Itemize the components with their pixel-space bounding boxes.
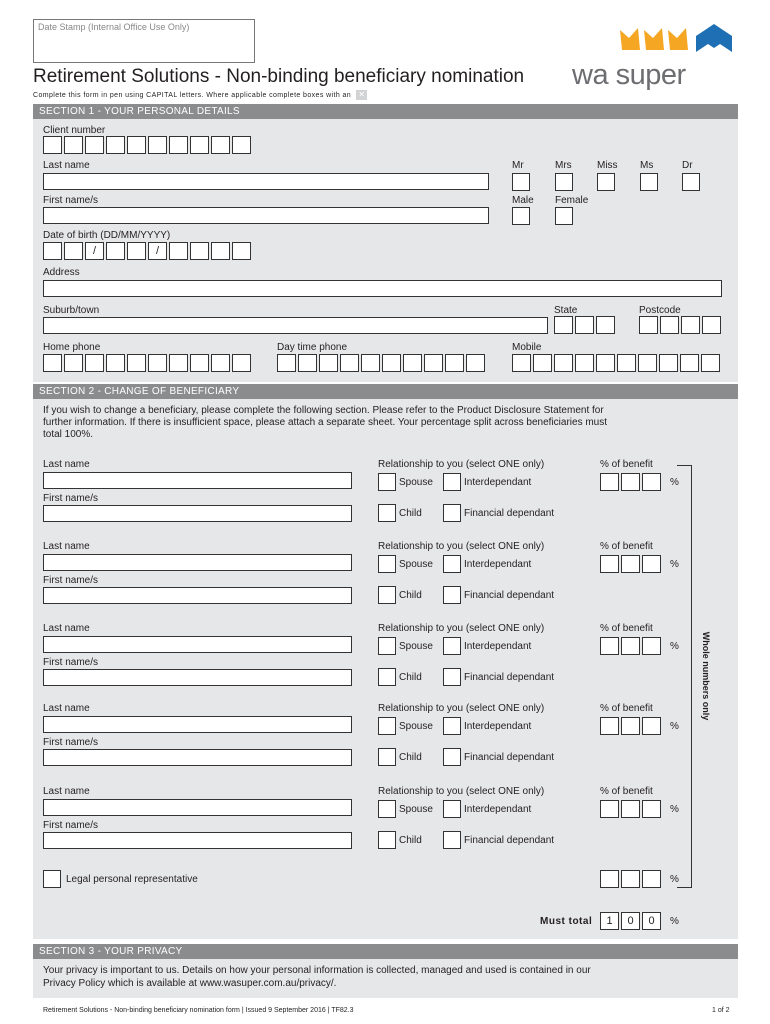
financial-dependant-checkbox[interactable]: [443, 668, 461, 686]
phone-cell[interactable]: [340, 354, 359, 372]
percent-sign: %: [670, 559, 679, 570]
percent-benefit-label: % of benefit: [600, 541, 653, 552]
day-cell[interactable]: [43, 242, 62, 260]
legal-rep-percent-sign: %: [670, 874, 679, 885]
phone-cell[interactable]: [43, 354, 62, 372]
wa-super-logo-icon: [620, 24, 736, 56]
child-checkbox[interactable]: [378, 504, 396, 522]
privacy-text-2: Privacy Policy which is available at www.wasuper.com.au/privacy/.: [43, 978, 337, 989]
percent-digit-cell[interactable]: [642, 637, 661, 655]
state-cell[interactable]: [575, 316, 594, 334]
must-total-percent-sign: %: [670, 916, 679, 927]
percent-cells[interactable]: [600, 637, 663, 655]
spouse-checkbox[interactable]: [378, 473, 396, 491]
section2-intro-3: total 100%.: [43, 429, 94, 440]
female-checkbox[interactable]: [555, 207, 573, 225]
section3-header: SECTION 3 - YOUR PRIVACY: [33, 944, 738, 959]
phone-cell[interactable]: [277, 354, 296, 372]
financial-dependant-checkbox[interactable]: [443, 586, 461, 604]
phone-cell[interactable]: [190, 354, 209, 372]
percent-benefit-label: % of benefit: [600, 459, 653, 470]
beneficiary-first-names-label: First name/s: [43, 657, 99, 668]
first-names-label: First name/s: [43, 195, 99, 206]
whole-numbers-note: Whole numbers only: [701, 631, 711, 721]
male-label: Male: [512, 195, 534, 206]
percent-cells[interactable]: [600, 717, 663, 735]
percent-benefit-label: % of benefit: [600, 703, 653, 714]
phone-cell[interactable]: [512, 354, 531, 372]
financial-dependant-label: Financial dependant: [464, 508, 555, 519]
spouse-checkbox[interactable]: [378, 555, 396, 573]
phone-cell[interactable]: [298, 354, 317, 372]
day-phone-cells[interactable]: [277, 354, 487, 372]
digit-cell[interactable]: [106, 136, 125, 154]
address-label: Address: [43, 267, 80, 278]
date-separator: /: [148, 242, 167, 260]
postcode-cell[interactable]: [702, 316, 721, 334]
year-cell[interactable]: [211, 242, 230, 260]
year-cell[interactable]: [169, 242, 188, 260]
beneficiary-last-name-field[interactable]: [43, 554, 352, 571]
beneficiary-last-name-label: Last name: [43, 786, 90, 797]
date-stamp-box: [33, 19, 255, 63]
title-mr-label: Mr: [512, 160, 524, 171]
financial-dependant-checkbox[interactable]: [443, 831, 461, 849]
child-label: Child: [399, 508, 422, 519]
page-subtitle: [33, 90, 367, 101]
home-phone-label: Home phone: [43, 342, 101, 353]
postcode-cell[interactable]: [660, 316, 679, 334]
digit-cell[interactable]: [211, 136, 230, 154]
percent-digit-cell[interactable]: [600, 637, 619, 655]
spouse-label: Spouse: [399, 477, 433, 488]
phone-cell[interactable]: [424, 354, 443, 372]
phone-cell[interactable]: [148, 354, 167, 372]
beneficiary-last-name-field[interactable]: [43, 472, 352, 489]
child-label: Child: [399, 590, 422, 601]
day-phone-label: Day time phone: [277, 342, 348, 353]
mobile-label: Mobile: [512, 342, 542, 353]
spouse-label: Spouse: [399, 721, 433, 732]
title-miss-label: Miss: [597, 160, 618, 171]
postcode-label: Postcode: [639, 305, 681, 316]
beneficiary-first-names-field[interactable]: [43, 505, 352, 522]
phone-cell[interactable]: [659, 354, 678, 372]
digit-cell[interactable]: [190, 136, 209, 154]
beneficiary-first-names-field[interactable]: [43, 832, 352, 849]
percent-benefit-label: % of benefit: [600, 623, 653, 634]
title-mrs-label: Mrs: [555, 160, 572, 171]
beneficiary-first-names-label: First name/s: [43, 575, 99, 586]
percent-digit-cell[interactable]: [621, 717, 640, 735]
percent-sign: %: [670, 641, 679, 652]
phone-cell[interactable]: [617, 354, 636, 372]
postcode-cell[interactable]: [639, 316, 658, 334]
digit-cell[interactable]: [85, 136, 104, 154]
interdependant-checkbox[interactable]: [443, 637, 461, 655]
title-mrs-checkbox[interactable]: [555, 173, 573, 191]
legal-rep-label: Legal personal representative: [66, 874, 198, 885]
interdependant-label: Interdependant: [464, 477, 532, 488]
financial-dependant-label: Financial dependant: [464, 752, 555, 763]
phone-cell[interactable]: [64, 354, 83, 372]
year-cell[interactable]: [232, 242, 251, 260]
phone-cell[interactable]: [701, 354, 720, 372]
percent-digit-cell[interactable]: [642, 870, 661, 888]
percent-digit-cell[interactable]: [642, 555, 661, 573]
phone-cell[interactable]: [596, 354, 615, 372]
percent-sign: %: [670, 721, 679, 732]
digit-cell[interactable]: [64, 136, 83, 154]
phone-cell[interactable]: [680, 354, 699, 372]
financial-dependant-label: Financial dependant: [464, 590, 555, 601]
percent-digit-cell[interactable]: [621, 800, 640, 818]
digit-cell[interactable]: [232, 136, 251, 154]
suburb-label: Suburb/town: [43, 305, 100, 316]
phone-cell[interactable]: [85, 354, 104, 372]
percent-digit-cell[interactable]: [600, 473, 619, 491]
phone-cell[interactable]: [403, 354, 422, 372]
interdependant-checkbox[interactable]: [443, 473, 461, 491]
footer-text: Retirement Solutions - Non-binding beneficiary nomination form | Issued 9 September 2016 | TF82.3: [43, 1007, 354, 1014]
legal-rep-percent-cells[interactable]: [600, 870, 663, 888]
child-checkbox[interactable]: [378, 831, 396, 849]
beneficiary-last-name-field[interactable]: [43, 716, 352, 733]
beneficiary-last-name-label: Last name: [43, 541, 90, 552]
male-checkbox[interactable]: [512, 207, 530, 225]
percent-digit-cell[interactable]: [642, 800, 661, 818]
subtitle-text: Complete this form in pen using CAPITAL letters. Where applicable complete boxes with an: [33, 92, 352, 99]
interdependant-label: Interdependant: [464, 721, 532, 732]
relationship-label: Relationship to you (select ONE only): [378, 786, 545, 797]
child-label: Child: [399, 672, 422, 683]
phone-cell[interactable]: [211, 354, 230, 372]
interdependant-checkbox[interactable]: [443, 800, 461, 818]
beneficiary-first-names-label: First name/s: [43, 493, 99, 504]
legal-rep-checkbox[interactable]: [43, 870, 61, 888]
total-digit: 0: [621, 912, 640, 930]
state-cell[interactable]: [554, 316, 573, 334]
must-total-cells: [600, 912, 663, 930]
financial-dependant-checkbox[interactable]: [443, 504, 461, 522]
logo-chevron-2: [644, 28, 664, 50]
beneficiary-last-name-label: Last name: [43, 459, 90, 470]
beneficiary-last-name-label: Last name: [43, 703, 90, 714]
beneficiary-first-names-field[interactable]: [43, 749, 352, 766]
postcode-cell[interactable]: [681, 316, 700, 334]
beneficiary-last-name-field[interactable]: [43, 636, 352, 653]
first-names-field[interactable]: [43, 207, 489, 224]
dob-cells[interactable]: [43, 242, 253, 260]
section2-intro-1: If you wish to change a beneficiary, please complete the following section. Please refer to the Product Disclosure Statement for: [43, 405, 604, 416]
beneficiary-last-name-field[interactable]: [43, 799, 352, 816]
phone-cell[interactable]: [533, 354, 552, 372]
last-name-label: Last name: [43, 160, 90, 171]
beneficiary-first-names-field[interactable]: [43, 669, 352, 686]
phone-cell[interactable]: [319, 354, 338, 372]
beneficiary-first-names-label: First name/s: [43, 820, 99, 831]
phone-cell[interactable]: [127, 354, 146, 372]
address-field[interactable]: [43, 280, 722, 297]
beneficiary-first-names-field[interactable]: [43, 587, 352, 604]
month-cell[interactable]: [106, 242, 125, 260]
interdependant-checkbox[interactable]: [443, 717, 461, 735]
child-label: Child: [399, 835, 422, 846]
percent-digit-cell[interactable]: [621, 473, 640, 491]
phone-cell[interactable]: [575, 354, 594, 372]
percent-digit-cell[interactable]: [621, 870, 640, 888]
whole-numbers-bracket: [677, 465, 692, 888]
financial-dependant-label: Financial dependant: [464, 672, 555, 683]
logo-chevron-4: [696, 24, 732, 52]
total-digit: 1: [600, 912, 619, 930]
percent-digit-cell[interactable]: [600, 870, 619, 888]
beneficiary-first-names-label: First name/s: [43, 737, 99, 748]
phone-cell[interactable]: [554, 354, 573, 372]
date-separator: /: [85, 242, 104, 260]
financial-dependant-label: Financial dependant: [464, 835, 555, 846]
relationship-label: Relationship to you (select ONE only): [378, 623, 545, 634]
last-name-field[interactable]: [43, 173, 489, 190]
client-number-label: Client number: [43, 125, 106, 136]
dob-label: Date of birth (DD/MM/YYYY): [43, 230, 171, 241]
percent-digit-cell[interactable]: [642, 473, 661, 491]
percent-digit-cell[interactable]: [621, 555, 640, 573]
female-label: Female: [555, 195, 589, 206]
spouse-checkbox[interactable]: [378, 717, 396, 735]
percent-digit-cell[interactable]: [600, 717, 619, 735]
section1-header: SECTION 1 - YOUR PERSONAL DETAILS: [33, 104, 738, 119]
section2-intro-2: further information. If there is insufficient space, please attach a separate sheet. Your percentage split across beneficiaries must: [43, 417, 608, 428]
privacy-text-1: Your privacy is important to us. Details on how your personal information is collected, managed and used is contained in our: [43, 965, 591, 976]
brand-wordmark: wa super: [572, 59, 686, 91]
phone-cell[interactable]: [106, 354, 125, 372]
state-cells[interactable]: [554, 316, 617, 334]
total-digit: 0: [642, 912, 661, 930]
title-dr-checkbox[interactable]: [682, 173, 700, 191]
spouse-checkbox[interactable]: [378, 637, 396, 655]
phone-cell[interactable]: [169, 354, 188, 372]
relationship-label: Relationship to you (select ONE only): [378, 703, 545, 714]
postcode-cells[interactable]: [639, 316, 723, 334]
phone-cell[interactable]: [232, 354, 251, 372]
relationship-label: Relationship to you (select ONE only): [378, 541, 545, 552]
interdependant-label: Interdependant: [464, 559, 532, 570]
title-miss-checkbox[interactable]: [597, 173, 615, 191]
phone-cell[interactable]: [638, 354, 657, 372]
section2-header: SECTION 2 - CHANGE OF BENEFICIARY: [33, 384, 738, 399]
percent-cells[interactable]: [600, 473, 663, 491]
phone-cell[interactable]: [382, 354, 401, 372]
phone-cell[interactable]: [466, 354, 485, 372]
title-ms-checkbox[interactable]: [640, 173, 658, 191]
phone-cell[interactable]: [361, 354, 380, 372]
relationship-label: Relationship to you (select ONE only): [378, 459, 545, 470]
spouse-checkbox[interactable]: [378, 800, 396, 818]
interdependant-label: Interdependant: [464, 641, 532, 652]
percent-cells[interactable]: [600, 555, 663, 573]
digit-cell[interactable]: [127, 136, 146, 154]
year-cell[interactable]: [190, 242, 209, 260]
percent-digit-cell[interactable]: [642, 717, 661, 735]
spouse-label: Spouse: [399, 804, 433, 815]
digit-cell[interactable]: [43, 136, 62, 154]
suburb-field[interactable]: [43, 317, 548, 334]
child-label: Child: [399, 752, 422, 763]
title-dr-label: Dr: [682, 160, 693, 171]
digit-cell[interactable]: [169, 136, 188, 154]
title-mr-checkbox[interactable]: [512, 173, 530, 191]
state-cell[interactable]: [596, 316, 615, 334]
title-ms-label: Ms: [640, 160, 654, 171]
home-phone-cells[interactable]: [43, 354, 253, 372]
child-checkbox[interactable]: [378, 668, 396, 686]
percent-digit-cell[interactable]: [600, 555, 619, 573]
interdependant-checkbox[interactable]: [443, 555, 461, 573]
spouse-label: Spouse: [399, 641, 433, 652]
must-total-label: Must total: [540, 916, 593, 927]
percent-cells[interactable]: [600, 800, 663, 818]
financial-dependant-checkbox[interactable]: [443, 748, 461, 766]
month-cell[interactable]: [127, 242, 146, 260]
percent-benefit-label: % of benefit: [600, 786, 653, 797]
logo-chevron-1: [620, 28, 640, 50]
interdependant-label: Interdependant: [464, 804, 532, 815]
date-stamp-label: Date Stamp (Internal Office Use Only): [38, 22, 190, 32]
mobile-cells[interactable]: [512, 354, 722, 372]
percent-sign: %: [670, 804, 679, 815]
page-number: 1 of 2: [712, 1007, 730, 1014]
state-label: State: [554, 305, 578, 316]
spouse-label: Spouse: [399, 559, 433, 570]
child-checkbox[interactable]: [378, 748, 396, 766]
beneficiary-last-name-label: Last name: [43, 623, 90, 634]
phone-cell[interactable]: [445, 354, 464, 372]
client-number-cells[interactable]: [43, 136, 253, 154]
percent-digit-cell[interactable]: [600, 800, 619, 818]
child-checkbox[interactable]: [378, 586, 396, 604]
logo-chevron-3: [668, 28, 688, 50]
day-cell[interactable]: [64, 242, 83, 260]
page-title: Retirement Solutions - Non-binding beneficiary nomination: [33, 66, 525, 87]
digit-cell[interactable]: [148, 136, 167, 154]
percent-sign: %: [670, 477, 679, 488]
percent-digit-cell[interactable]: [621, 637, 640, 655]
x-mark-icon: ✕: [358, 90, 366, 99]
